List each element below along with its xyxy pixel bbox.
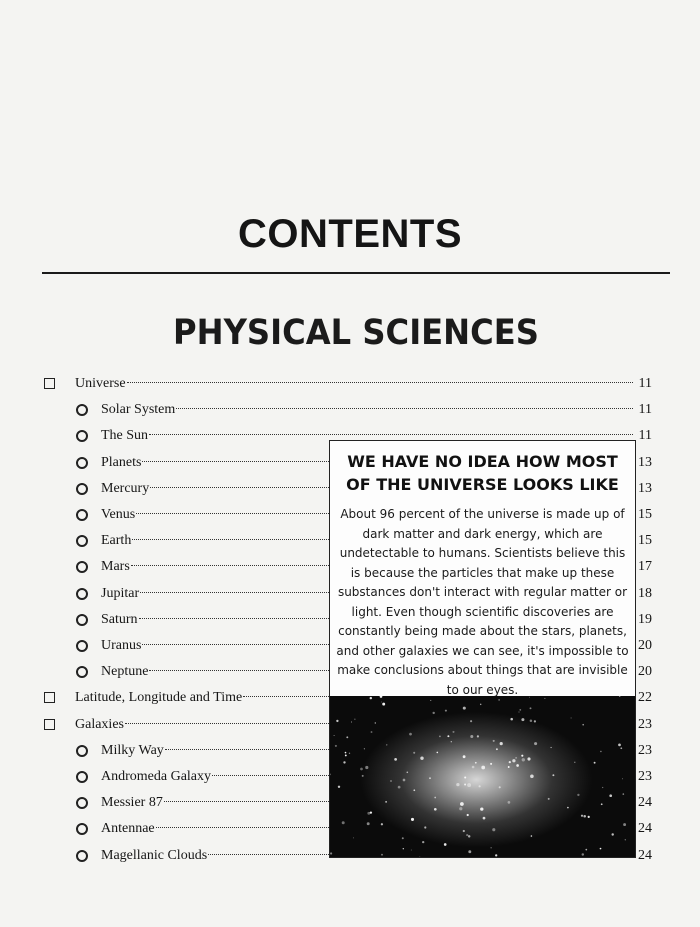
- toc-label: Andromeda Galaxy: [101, 769, 212, 784]
- star-field: [330, 696, 635, 857]
- toc-entry: [75, 371, 652, 397]
- circle-bullet-icon: [76, 588, 88, 600]
- toc-label: Magellanic Clouds: [101, 847, 208, 863]
- toc-page-number: 13: [638, 454, 652, 470]
- square-bullet-icon: [44, 378, 55, 389]
- circle-bullet-icon: [76, 457, 88, 469]
- toc-page-number: 24: [638, 821, 652, 837]
- toc-entry: [101, 397, 652, 423]
- circle-bullet-icon: [76, 823, 88, 835]
- toc-row: [0, 371, 700, 397]
- page-title: CONTENTS: [238, 212, 462, 256]
- circle-bullet-icon: [76, 771, 88, 783]
- toc-label: Saturn: [101, 611, 138, 627]
- toc-page-number: 23: [638, 742, 652, 758]
- toc-page-number: 22: [638, 690, 652, 706]
- toc-label: Neptune: [101, 664, 149, 680]
- toc-label: Solar System: [101, 402, 176, 418]
- dot-leader: [127, 382, 633, 383]
- circle-bullet-icon: [76, 666, 88, 678]
- toc-page-number: 23: [638, 769, 652, 784]
- circle-bullet-icon: [76, 561, 88, 573]
- circle-bullet-icon: [76, 404, 88, 416]
- toc-label: Galaxies: [75, 716, 124, 732]
- toc-page-number: 15: [638, 507, 652, 522]
- callout-heading: WE HAVE NO IDEA HOW MOST OF THE UNIVERSE LOOKS LIKE: [346, 452, 619, 494]
- toc-label: Universe: [75, 376, 126, 391]
- section-title: PHYSICAL SCIENCES: [173, 313, 539, 353]
- toc-page-number: 24: [638, 847, 652, 863]
- toc-page-number: 20: [638, 638, 652, 653]
- circle-bullet-icon: [76, 850, 88, 862]
- circle-bullet-icon: [76, 509, 88, 521]
- square-bullet-icon: [44, 719, 55, 730]
- dot-leader: [176, 408, 633, 409]
- galaxy-image: [330, 696, 635, 857]
- toc-page-number: 13: [638, 480, 652, 496]
- toc-label: Milky Way: [101, 742, 164, 758]
- circle-bullet-icon: [76, 483, 88, 495]
- circle-bullet-icon: [76, 797, 88, 809]
- toc-label: Messier 87: [101, 795, 163, 811]
- fact-callout: [329, 440, 636, 858]
- callout-body: About 96 percent of the universe is made up of dark matter and dark energy, which are undetectable to humans. Scientists believe this is because the particles that make up these substances don't interact with regular matter or light. Even though scientific discoveries are constantly being made about the stars, planets, and other galaxies we can see, it's impossible to make conclusions about things that are invisible to our eyes.: [336, 507, 629, 697]
- toc-label: Latitude, Longitude and Time: [75, 690, 243, 706]
- toc-page-number: 20: [638, 664, 652, 680]
- toc-row: [0, 397, 700, 423]
- toc-page-number: 23: [638, 716, 652, 732]
- toc-label: Mars: [101, 559, 130, 575]
- toc-label: Mercury: [101, 480, 150, 496]
- toc-page-number: 18: [638, 585, 652, 601]
- toc-page-number: 11: [638, 376, 652, 391]
- toc-label: Uranus: [101, 638, 142, 653]
- toc-label: Antennae: [101, 821, 155, 837]
- toc-page-number: 24: [638, 795, 652, 811]
- circle-bullet-icon: [76, 614, 88, 626]
- toc-label: Earth: [101, 533, 132, 549]
- toc-page-number: 11: [638, 402, 652, 418]
- square-bullet-icon: [44, 692, 55, 703]
- toc-page-number: 15: [638, 533, 652, 549]
- toc-label: Planets: [101, 454, 142, 470]
- title-divider: [42, 272, 670, 274]
- circle-bullet-icon: [76, 745, 88, 757]
- circle-bullet-icon: [76, 640, 88, 652]
- circle-bullet-icon: [76, 430, 88, 442]
- toc-label: Jupitar: [101, 585, 140, 601]
- toc-page-number: 17: [638, 559, 652, 575]
- toc-page-number: 11: [638, 428, 652, 444]
- toc-label: The Sun: [101, 428, 149, 444]
- toc-label: Venus: [101, 507, 136, 522]
- circle-bullet-icon: [76, 535, 88, 547]
- toc-page-number: 19: [638, 611, 652, 627]
- dot-leader: [149, 434, 633, 435]
